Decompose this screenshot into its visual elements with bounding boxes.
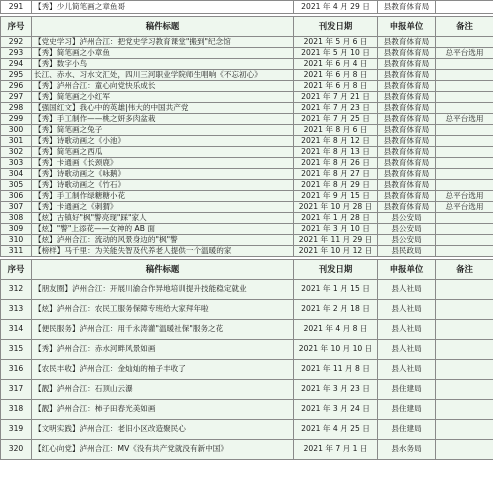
- row-number: 295: [1, 70, 32, 81]
- row-note: [436, 70, 493, 81]
- top-table: [0, 0, 493, 14]
- row-unit: 县教育体育局: [378, 125, 436, 136]
- row-number: 307: [1, 202, 32, 213]
- row-number: 315: [1, 340, 32, 360]
- row-unit: 县教育体育局: [378, 147, 436, 158]
- row-date: 2021 年 7 月 21 日: [294, 92, 378, 103]
- table-header: [1, 17, 493, 37]
- row-number: 319: [1, 420, 32, 440]
- table-row: [1, 320, 493, 340]
- row-number: 308: [1, 213, 32, 224]
- row-unit: 县公安局: [378, 235, 436, 246]
- row-note: [436, 158, 493, 169]
- row-date: 2021 年 9 月 15 日: [294, 191, 378, 202]
- row-unit: 县教育体育局: [378, 1, 436, 14]
- row-title: 【秀】简笔画之小红军: [32, 92, 294, 103]
- row-title: 【秀】诗歌动画之《咏鹅》: [32, 169, 294, 180]
- row-date: 2021 年 10 月 28 日: [294, 202, 378, 213]
- row-title: 【秀】诗歌动画之《小池》: [32, 136, 294, 147]
- row-number: 314: [1, 320, 32, 340]
- table-row: [1, 48, 493, 59]
- row-date: 2021 年 6 月 8 日: [294, 81, 378, 92]
- row-title: 【红心向党】泸州合江：MV《没有共产党就没有新中国》: [32, 440, 294, 460]
- table-row: [1, 235, 493, 246]
- row-date: 2021 年 7 月 25 日: [294, 114, 378, 125]
- table-row: [1, 202, 493, 213]
- row-number: 298: [1, 103, 32, 114]
- row-date: 2021 年 1 月 15 日: [294, 280, 378, 300]
- row-title: 【秀】简笔画之西瓜: [32, 147, 294, 158]
- table-row: [1, 103, 493, 114]
- table-row: [1, 180, 493, 191]
- row-number: 301: [1, 136, 32, 147]
- table-header: [1, 260, 493, 280]
- row-note: [436, 380, 493, 400]
- header-no: 序号: [1, 260, 32, 280]
- row-note: [436, 103, 493, 114]
- row-unit: 县教育体育局: [378, 191, 436, 202]
- row-date: 2021 年 7 月 23 日: [294, 103, 378, 114]
- row-date: 2021 年 2 月 18 日: [294, 300, 378, 320]
- table-section-2: [0, 259, 493, 460]
- header-unit: 申报单位: [378, 260, 436, 280]
- row-date: 2021 年 7 月 1 日: [294, 440, 378, 460]
- row-note: [436, 180, 493, 191]
- row-title: 【秀】泸州合江：赤水河畔风景如画: [32, 340, 294, 360]
- row-title: 【强国红文】我心中的英雄|伟大的中国共产党: [32, 103, 294, 114]
- row-date: 2021 年 11 月 29 日: [294, 235, 378, 246]
- row-note: [436, 136, 493, 147]
- table-row: [1, 114, 493, 125]
- row-note: [436, 224, 493, 235]
- table-row: [1, 400, 493, 420]
- row-title: 【秀】卡通画《长颈鹿》: [32, 158, 294, 169]
- table-row: [1, 246, 493, 257]
- table-row: [1, 70, 493, 81]
- row-date: 2021 年 6 月 8 日: [294, 70, 378, 81]
- row-unit: 县教育体育局: [378, 81, 436, 92]
- row-unit: 县人社局: [378, 300, 436, 320]
- row-number: 291: [1, 1, 32, 14]
- row-note: [436, 81, 493, 92]
- row-title: 长江、赤水、习水文汇处，四川三河职业学院师生唱响《不忘初心》: [32, 70, 294, 81]
- row-title: 【朋友圈】泸州合江：开展川渝合作异地培训提升技能稳定就业: [32, 280, 294, 300]
- row-title: 【秀】简笔画之小章鱼: [32, 48, 294, 59]
- row-unit: 县人社局: [378, 340, 436, 360]
- header-unit: 申报单位: [378, 17, 436, 37]
- table-row: [1, 37, 493, 48]
- row-note: [436, 440, 493, 460]
- row-unit: 县人社局: [378, 360, 436, 380]
- table-row: [1, 224, 493, 235]
- table-row: [1, 191, 493, 202]
- table-row: [1, 169, 493, 180]
- row-note: 总平台选用: [436, 191, 493, 202]
- row-unit: 县教育体育局: [378, 202, 436, 213]
- row-number: 312: [1, 280, 32, 300]
- table-row: [1, 136, 493, 147]
- row-number: 300: [1, 125, 32, 136]
- row-title: 【农民丰收】泸州合江：金灿灿的柚子丰收了: [32, 360, 294, 380]
- header-title: 稿件标题: [32, 17, 294, 37]
- table-row: [1, 440, 493, 460]
- table-row: [1, 92, 493, 103]
- row-title: 【便民服务】泸州合江：用千永涛灌"温暖社保"服务之花: [32, 320, 294, 340]
- row-title: 【秀】泸州合江：童心向党快乐成长: [32, 81, 294, 92]
- row-title: 【秀】诗歌动画之《竹石》: [32, 180, 294, 191]
- row-number: 304: [1, 169, 32, 180]
- row-title: 【党史学习】泸州合江：把党史学习教育课堂"搬到"纪念馆: [32, 37, 294, 48]
- row-unit: 县教育体育局: [378, 114, 436, 125]
- row-number: 293: [1, 48, 32, 59]
- row-note: [436, 1, 493, 14]
- row-number: 316: [1, 360, 32, 380]
- row-unit: 县教育体育局: [378, 158, 436, 169]
- row-number: 313: [1, 300, 32, 320]
- row-unit: 县公安局: [378, 224, 436, 235]
- row-unit: 县教育体育局: [378, 136, 436, 147]
- row-number: 306: [1, 191, 32, 202]
- row-date: 2021 年 8 月 13 日: [294, 147, 378, 158]
- row-unit: 县教育体育局: [378, 59, 436, 70]
- row-note: 总平台选用: [436, 202, 493, 213]
- header-date: 刊发日期: [294, 260, 378, 280]
- row-unit: 县人社局: [378, 280, 436, 300]
- row-note: 总平台选用: [436, 48, 493, 59]
- table-body: [1, 37, 493, 257]
- row-title: 【榜样】马千里：为关能失智及代养老人提供一个温暖的家: [32, 246, 294, 257]
- row-note: [436, 92, 493, 103]
- row-number: 318: [1, 400, 32, 420]
- row-date: 2021 年 5 月 10 日: [294, 48, 378, 59]
- table-row: [1, 280, 493, 300]
- table-row: [1, 147, 493, 158]
- row-date: 2021 年 10 月 12 日: [294, 246, 378, 257]
- row-date: 2021 年 1 月 28 日: [294, 213, 378, 224]
- row-title: 【炫】古镇好"枫"警亮现"踩"家人: [32, 213, 294, 224]
- row-date: 2021 年 4 月 29 日: [294, 1, 378, 14]
- row-number: 297: [1, 92, 32, 103]
- row-unit: 县水务局: [378, 440, 436, 460]
- row-unit: 县住建局: [378, 400, 436, 420]
- table-body: [1, 280, 493, 460]
- header-title: 稿件标题: [32, 260, 294, 280]
- header-date: 刊发日期: [294, 17, 378, 37]
- row-title: 【炫】泸州合江：农民工服务保障专班给大家拜年啦: [32, 300, 294, 320]
- row-number: 310: [1, 235, 32, 246]
- row-date: 2021 年 8 月 26 日: [294, 158, 378, 169]
- row-title: 【秀】数字小鸟: [32, 59, 294, 70]
- row-number: 292: [1, 37, 32, 48]
- row-title: 【炫】"警"上添花——女神的 AB 面: [32, 224, 294, 235]
- row-number: 299: [1, 114, 32, 125]
- table-row: [1, 81, 493, 92]
- row-note: [436, 400, 493, 420]
- row-number: 317: [1, 380, 32, 400]
- row-title: 【炫】泸州合江：流动的风景身边的"枫"警: [32, 235, 294, 246]
- row-date: 2021 年 3 月 23 日: [294, 380, 378, 400]
- row-date: 2021 年 3 月 10 日: [294, 224, 378, 235]
- row-number: 305: [1, 180, 32, 191]
- row-note: [436, 59, 493, 70]
- row-date: 2021 年 8 月 6 日: [294, 125, 378, 136]
- row-note: [436, 280, 493, 300]
- row-note: [436, 320, 493, 340]
- row-note: [436, 37, 493, 48]
- row-note: [436, 213, 493, 224]
- row-number: 303: [1, 158, 32, 169]
- row-date: 2021 年 4 月 25 日: [294, 420, 378, 440]
- row-title: 【秀】少儿简笔画之章鱼哥: [32, 1, 294, 14]
- row-unit: 县教育体育局: [378, 48, 436, 59]
- table-row: [1, 360, 493, 380]
- row-note: [436, 125, 493, 136]
- row-note: [436, 169, 493, 180]
- row-number: 311: [1, 246, 32, 257]
- row-title: 【秀】卡通画之《刺猬》: [32, 202, 294, 213]
- row-number: 302: [1, 147, 32, 158]
- row-title: 【靓】泸州合江：石顶山云瀑: [32, 380, 294, 400]
- row-note: [436, 246, 493, 257]
- row-unit: 县教育体育局: [378, 70, 436, 81]
- row-date: 2021 年 8 月 12 日: [294, 136, 378, 147]
- row-unit: 县住建局: [378, 380, 436, 400]
- header-no: 序号: [1, 17, 32, 37]
- row-date: 2021 年 8 月 29 日: [294, 180, 378, 191]
- row-unit: 县教育体育局: [378, 180, 436, 191]
- row-date: 2021 年 3 月 24 日: [294, 400, 378, 420]
- row-date: 2021 年 8 月 27 日: [294, 169, 378, 180]
- row-unit: 县教育体育局: [378, 37, 436, 48]
- table-row: [1, 420, 493, 440]
- row-date: 2021 年 5 月 6 日: [294, 37, 378, 48]
- table-row: [1, 1, 493, 14]
- row-unit: 县教育体育局: [378, 103, 436, 114]
- table-row: [1, 340, 493, 360]
- row-title: 【秀】手工制作——桃之妍多肉盆栽: [32, 114, 294, 125]
- row-note: [436, 360, 493, 380]
- row-unit: 县公安局: [378, 213, 436, 224]
- row-note: [436, 147, 493, 158]
- row-unit: 县人社局: [378, 320, 436, 340]
- row-number: 320: [1, 440, 32, 460]
- row-note: 总平台选用: [436, 114, 493, 125]
- header-note: 备注: [436, 260, 493, 280]
- table-row: [1, 59, 493, 70]
- row-number: 294: [1, 59, 32, 70]
- row-number: 309: [1, 224, 32, 235]
- row-unit: 县住建局: [378, 420, 436, 440]
- header-note: 备注: [436, 17, 493, 37]
- row-unit: 县教育体育局: [378, 169, 436, 180]
- row-note: [436, 420, 493, 440]
- row-title: 【靓】泸州合江：柿子田春光美如画: [32, 400, 294, 420]
- row-note: [436, 300, 493, 320]
- row-number: 296: [1, 81, 32, 92]
- row-date: 2021 年 11 月 8 日: [294, 360, 378, 380]
- row-date: 2021 年 6 月 4 日: [294, 59, 378, 70]
- row-date: 2021 年 4 月 8 日: [294, 320, 378, 340]
- row-unit: 县教育体育局: [378, 92, 436, 103]
- row-unit: 县民政局: [378, 246, 436, 257]
- table-row: [1, 158, 493, 169]
- table-row: [1, 125, 493, 136]
- row-title: 【秀】简笔画之兔子: [32, 125, 294, 136]
- table-row: [1, 380, 493, 400]
- row-title: 【文明实践】泸州合江：老旧小区改造聚民心: [32, 420, 294, 440]
- row-title: 【秀】手工制作绿糖糖小花: [32, 191, 294, 202]
- row-note: [436, 235, 493, 246]
- table-section-1: [0, 16, 493, 257]
- table-row: [1, 300, 493, 320]
- table-row: [1, 213, 493, 224]
- row-note: [436, 340, 493, 360]
- row-date: 2021 年 10 月 10 日: [294, 340, 378, 360]
